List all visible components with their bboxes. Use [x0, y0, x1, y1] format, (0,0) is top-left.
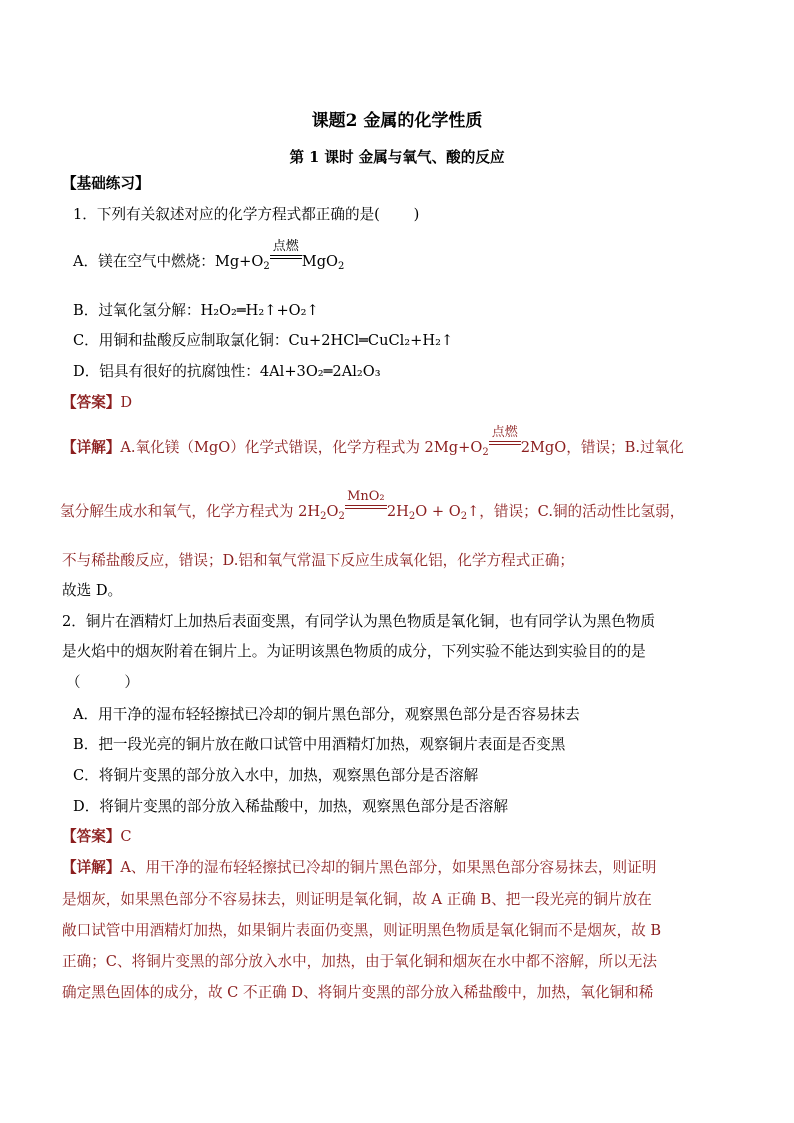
- q1-detail-text-1a: A.氧化镁（MgO）化学式错误，化学方程式为 2Mg+O: [120, 439, 483, 456]
- q1-detail-text-2b: 2H: [386, 503, 409, 520]
- q1-detail-text-2a: 氢分解生成水和氧气，化学方程式为 2H: [60, 503, 321, 520]
- q2-option-a: A．用干净的湿布轻轻擦拭已冷却的铜片黑色部分，观察黑色部分是否容易抹去: [73, 706, 580, 723]
- q2-stem-line-1: 2．铜片在酒精灯上加热后表面变黑，有同学认为黑色物质是氧化铜，也有同学认为黑色物质: [62, 613, 656, 630]
- q1-option-c: C．用铜和盐酸反应制取氯化铜：Cu+2HCl═CuCl₂+H₂↑: [73, 332, 454, 349]
- q1-detail-label: 【详解】: [62, 439, 121, 456]
- reaction-condition-label: MnO₂: [347, 489, 385, 504]
- q1-detail-text-1b: 2MgO，错误；B.过氧化: [520, 439, 684, 456]
- reaction-condition-label: 点燃: [272, 239, 299, 254]
- page-subtitle: 第 1 课时 金属与氧气、酸的反应: [289, 149, 505, 166]
- q1-option-a-left: Mg+O: [214, 253, 264, 270]
- q2-detail-line-2: 是烟灰，如果黑色部分不容易抹去，则证明是氧化铜，故 A 正确 B、把一段光亮的铜片放在: [62, 891, 652, 908]
- q1-detail-line-1: 【详解】A.氧化镁（MgO）化学式错误，化学方程式为 $2Mg+O_2$ 点燃 2MgO，错误；B.过氧化: [62, 425, 684, 458]
- q1-answer-value: D: [120, 394, 133, 411]
- q2-option-c: C．将铜片变黑的部分放入水中，加热，观察黑色部分是否溶解: [73, 767, 479, 784]
- q2-stem-line-2: 是火焰中的烟灰附着在铜片上。为证明该黑色物质的成分，下列实验不能达到实验目的的是: [62, 643, 646, 660]
- q1-option-b: B．过氧化氢分解：H₂O₂═H₂↑+O₂↑: [73, 302, 319, 319]
- q1-answer: [62, 393, 132, 413]
- q1-option-a: A．镁在空气中燃烧：$Mg+O_2$ 点燃 MgO$_2$: [73, 239, 345, 272]
- q2-detail-line-1: [62, 858, 656, 878]
- q1-stem: 1．下列有关叙述对应的化学方程式都正确的是( ): [73, 206, 420, 223]
- q1-option-d: D．铝具有很好的抗腐蚀性：4Al+3O₂═2Al₂O₃: [73, 363, 381, 380]
- q1-detail-line-4: 故选 D。: [62, 582, 123, 599]
- q2-option-d: D．将铜片变黑的部分放入稀盐酸中，加热，观察黑色部分是否溶解: [73, 798, 508, 815]
- reaction-condition: [345, 489, 387, 516]
- reaction-condition: [489, 425, 521, 452]
- page-title: 课题2 金属的化学性质: [311, 111, 483, 131]
- q2-detail-line-5: 确定黑色固体的成分，故 C 不正确 D、将铜片变黑的部分放入稀盐酸中，加热，氧化铜和稀: [62, 984, 654, 1001]
- section-heading: 【基础练习】: [62, 175, 150, 192]
- q2-option-b: B．把一段光亮的铜片放在敞口试管中用酒精灯加热，观察铜片表面是否变黑: [73, 736, 566, 753]
- reaction-condition-label: 点燃: [491, 425, 518, 440]
- q2-answer-label: 【答案】: [62, 828, 121, 845]
- reaction-condition: [270, 239, 302, 266]
- q2-detail-line-4: 正确；C、将铜片变黑的部分放入水中，加热，由于氧化铜和烟灰在水中都不溶解，所以无法: [62, 953, 657, 970]
- q1-detail-line-2: 氢分解生成水和氧气，化学方程式为 $2H_2O_2$ MnO₂ $2H_2O$ + $O_2↑$，错误；C.铜的活动性比氢弱，: [60, 489, 685, 522]
- q2-detail-text-1: A、用干净的湿布轻轻擦拭已冷却的铜片黑色部分，如果黑色部分容易抹去，则证明: [120, 859, 657, 876]
- q2-detail-label: 【详解】: [62, 859, 121, 876]
- q1-detail-text-2d: ↑，错误；C.铜的活动性比氢弱，: [467, 503, 685, 520]
- q1-detail-line-3: 不与稀盐酸反应，错误；D.铝和氧气常温下反应生成氧化铝，化学方程式正确；: [62, 552, 575, 569]
- q1-option-a-right: MgO: [301, 253, 338, 270]
- q2-stem-line-3: （ ）: [66, 674, 139, 691]
- q1-answer-label: 【答案】: [62, 394, 121, 411]
- q2-answer: [62, 827, 132, 847]
- q2-detail-line-3: 敞口试管中用酒精灯加热，如果铜片表面仍变黑，则证明黑色物质是氧化铜而不是烟灰，故 B: [62, 922, 662, 939]
- q2-answer-value: C: [120, 828, 132, 845]
- q1-option-a-text: A．镁在空气中燃烧：: [73, 253, 215, 270]
- q1-detail-text-2c: O + O: [415, 503, 461, 520]
